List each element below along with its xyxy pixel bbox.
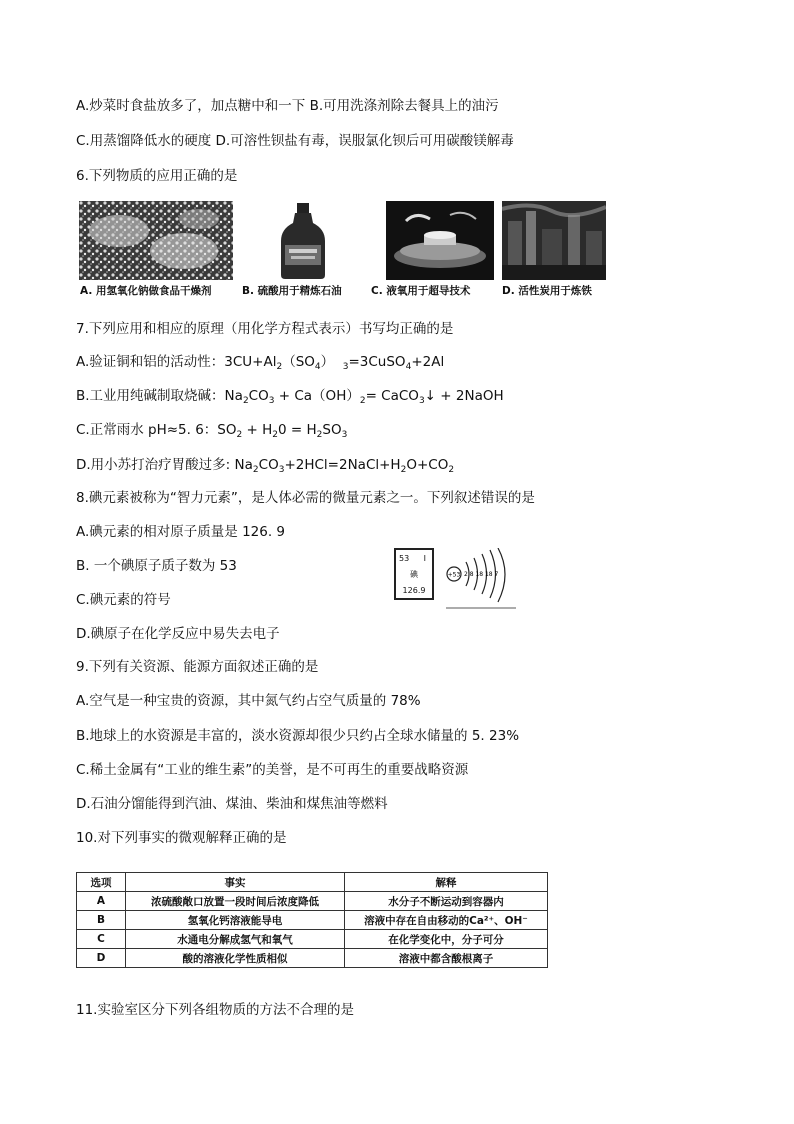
table-row <box>77 949 548 968</box>
atomic-mass: 126.9 <box>402 586 426 595</box>
q6-caption-c: C. 液氧用于超导技术 <box>371 285 471 297</box>
q8-option-c: C.碘元素的符号 <box>76 592 171 608</box>
table-cell: B <box>77 911 126 930</box>
q6-caption-a: A. 用氢氧化钠做食品干燥剂 <box>80 285 212 297</box>
q7-option-a: A.验证铜和铝的活动性：$3CU+Al_2(SO_4)$ $_3$=3CuSO$_4$+2Al <box>76 354 445 372</box>
q9-option-b: B.地球上的水资源是丰富的，淡水资源却很少只约占全球水储量的 5. 23% <box>76 728 520 744</box>
table-cell: 溶液中存在自由移动的Ca²⁺、OH⁻ <box>345 911 548 930</box>
photo-liquid-oxygen-superconductor <box>386 201 494 280</box>
table-cell: 在化学变化中，分子可分 <box>345 930 548 949</box>
nucleus-charge: +53 <box>447 571 461 579</box>
q9-option-d: D.石油分馏能得到汽油、煤油、柴油和煤焦油等燃料 <box>76 796 388 812</box>
atomic-structure-diagram <box>446 548 516 612</box>
q11-question: 11.实验室区分下列各组物质的方法不合理的是 <box>76 1002 354 1018</box>
q8-option-b: B. 一个碘原子质子数为 53 <box>76 558 237 574</box>
table-header-row <box>77 873 548 892</box>
atomic-number: 53 <box>399 554 410 563</box>
table-header: 选项 <box>77 873 126 892</box>
table-cell: D <box>77 949 126 968</box>
periodic-table-cell <box>394 548 434 600</box>
table-cell: 水通电分解成氢气和氧气 <box>126 930 345 949</box>
q6-image-strip <box>76 201 610 301</box>
table-header: 解释 <box>345 873 548 892</box>
table-row <box>77 930 548 949</box>
table-cell: 酸的溶液化学性质相似 <box>126 949 345 968</box>
table-row <box>77 892 548 911</box>
table-cell: 氢氧化钙溶液能导电 <box>126 911 345 930</box>
q9-option-a: A.空气是一种宝贵的资源，其中氮气约占空气质量的 78% <box>76 693 421 709</box>
q8-option-a: A.碘元素的相对原子质量是 126. 9 <box>76 524 286 540</box>
q6-caption-b: B. 硫酸用于精炼石油 <box>242 285 342 297</box>
table-cell: C <box>77 930 126 949</box>
q6-question: 6.下列物质的应用正确的是 <box>76 168 238 184</box>
element-symbol: I <box>423 554 426 563</box>
table-cell: 浓硫酸敞口放置一段时间后浓度降低 <box>126 892 345 911</box>
table-cell: 溶液中都含酸根离子 <box>345 949 548 968</box>
electron-shell-counts: 2 8 18 18 7 <box>464 571 499 578</box>
q8-option-d: D.碘原子在化学反应中易失去电子 <box>76 626 280 642</box>
q10-table <box>76 872 548 968</box>
q6-caption-d: D. 活性炭用于炼铁 <box>502 285 592 297</box>
table-header: 事实 <box>126 873 345 892</box>
q7-option-d: D.用小苏打治疗胃酸过多: $Na_2CO_3+2HCl=2NaCl+H_2O+CO_2$ <box>76 457 455 475</box>
photo-sodium-hydroxide <box>79 201 233 280</box>
q8-question: 8.碘元素被称为“智力元素”，是人体必需的微量元素之一。下列叙述错误的是 <box>76 490 535 506</box>
q7-option-c: C.正常雨水 pH≈5. 6：$SO_2 + H_20 = H_2SO_3$ <box>76 422 348 440</box>
photo-activated-carbon-ironmaking <box>502 201 606 280</box>
q9-option-c: C.稀土金属有“工业的维生素”的美誉，是不可再生的重要战略资源 <box>76 762 469 778</box>
table-row <box>77 911 548 930</box>
iodine-element-figure <box>394 548 516 612</box>
q7-question: 7.下列应用和相应的原理（用化学方程式表示）书写均正确的是 <box>76 321 454 337</box>
q10-question: 10.对下列事实的微观解释正确的是 <box>76 830 287 846</box>
element-name: 碘 <box>410 570 418 579</box>
table-cell: A <box>77 892 126 911</box>
q9-question: 9.下列有关资源、能源方面叙述正确的是 <box>76 659 319 675</box>
q7-option-b: B.工业用纯碱制取烧碱：$Na_2CO_3 + Ca(OH)_2=$ CaCO$_3$↓ + 2NaOH <box>76 388 504 406</box>
q5-options-ab: A.炒菜时食盐放多了，加点糖中和一下 B.可用洗涤剂除去餐具上的油污 <box>76 98 499 114</box>
table-cell: 水分子不断运动到容器内 <box>345 892 548 911</box>
photo-sulfuric-acid-bottle <box>273 201 333 280</box>
q5-options-cd: C.用蒸馏降低水的硬度 D.可溶性钡盐有毒，误服氯化钡后可用碳酸镁解毒 <box>76 133 514 149</box>
